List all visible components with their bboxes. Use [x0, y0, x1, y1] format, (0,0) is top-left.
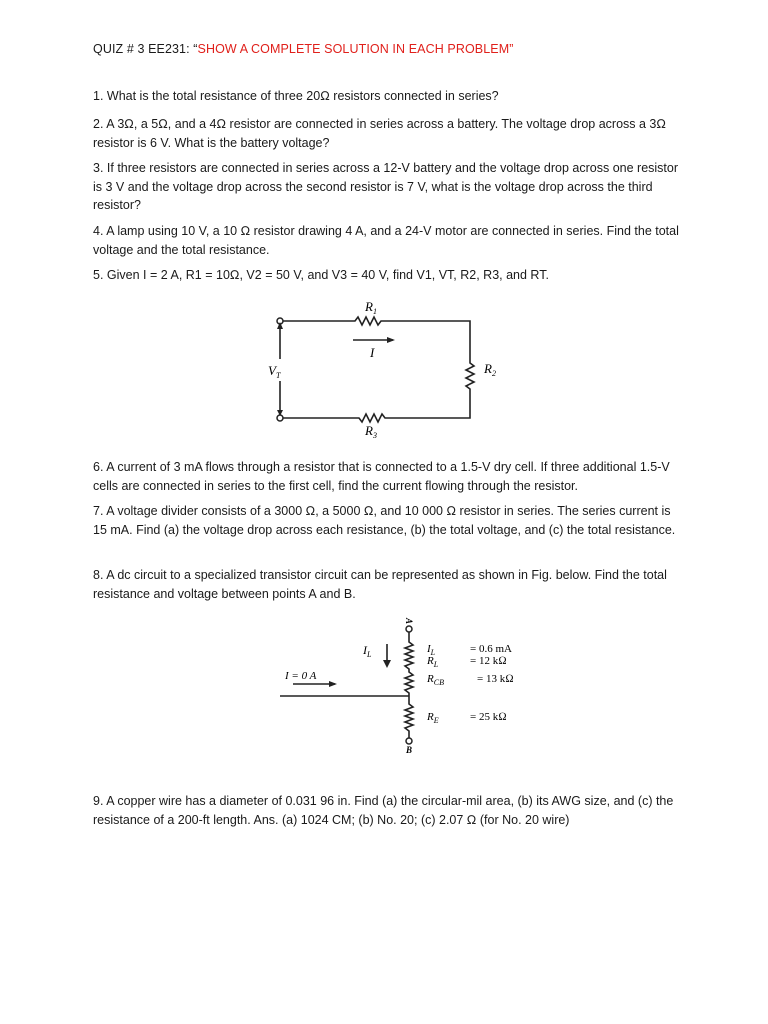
- rcb-value: = 13 kΩ: [477, 673, 514, 685]
- rl-label: $R_L$: [427, 655, 439, 669]
- transistor-circuit-figure: [275, 612, 545, 754]
- zero-current-label: I = 0 A: [285, 670, 317, 682]
- re-label: $R_E$: [427, 711, 439, 725]
- question-2: 2. A 3Ω, a 5Ω, and a 4Ω resistor are connected in series across a battery. The voltage drop across a 3Ω resistor is 6 V. What is the battery voltage?: [93, 117, 666, 150]
- point-b-label: B: [405, 745, 413, 754]
- il-value: = 0.6 mA: [470, 643, 512, 655]
- r1-label: $R_1$: [365, 299, 377, 316]
- rl-value: = 12 kΩ: [470, 655, 507, 667]
- title-instruction: SHOW A COMPLETE SOLUTION IN EACH PROBLEM: [197, 42, 510, 56]
- title-prefix: QUIZ # 3 EE231: “: [93, 42, 198, 56]
- question-3: 3. If three resistors are connected in series across a 12-V battery and the voltage drop across one resistor is 3 V and the voltage drop across the second resistor is 7 V, what is the voltage drop across the third resistor?: [93, 161, 679, 212]
- question-6: 6. A current of 3 mA flows through a resistor that is connected to a 1.5-V dry cell. If three additional 1.5-V cells are connected in series to the first cell, find the current flowing through the resistor.: [93, 460, 670, 493]
- current-label: I: [370, 345, 375, 360]
- question-5: 5. Given I = 2 A, R1 = 10Ω, V2 = 50 V, and V3 = 40 V, find V1, VT, R2, R3, and RT.: [93, 268, 549, 282]
- rcb-label: $R_{CB}$: [427, 673, 444, 687]
- question-1: 1. What is the total resistance of three 20Ω resistors connected in series?: [93, 89, 499, 103]
- question-9: 9. A copper wire has a diameter of 0.031 96 in. Find (a) the circular-mil area, (b) its AWG size, and (c) the resistance of a 200-ft length. Ans. (a) 1024 CM; (b) No. 20; (c) 2.07 Ω (for No. 20 wire): [93, 794, 674, 827]
- title-suffix: ”: [509, 42, 514, 56]
- question-4: 4. A lamp using 10 V, a 10 Ω resistor drawing 4 A, and a 24-V motor are connected in series. Find the total voltage and the total resistance.: [93, 224, 679, 257]
- il-arrow-label: $I_L$: [363, 643, 372, 659]
- r3-label: $R_3$: [365, 423, 377, 440]
- il-label: $I_L$: [427, 643, 436, 657]
- question-8: 8. A dc circuit to a specialized transistor circuit can be represented as shown in Fig. below. Find the total resistance and voltage between points A and B.: [93, 568, 667, 601]
- question-7: 7. A voltage divider consists of a 3000 Ω, a 5000 Ω, and 10 000 Ω resistor in series. The series current is 15 mA. Find (a) the voltage drop across each resistance, (b) the total voltage, and (c) the total resistance.: [93, 504, 676, 537]
- series-circuit-figure: [255, 295, 515, 445]
- point-a-label: A: [404, 617, 414, 625]
- vt-label: $V_T$: [268, 363, 281, 380]
- re-value: = 25 kΩ: [470, 711, 507, 723]
- r2-label: $R_2$: [484, 361, 496, 378]
- quiz-title: [93, 42, 514, 56]
